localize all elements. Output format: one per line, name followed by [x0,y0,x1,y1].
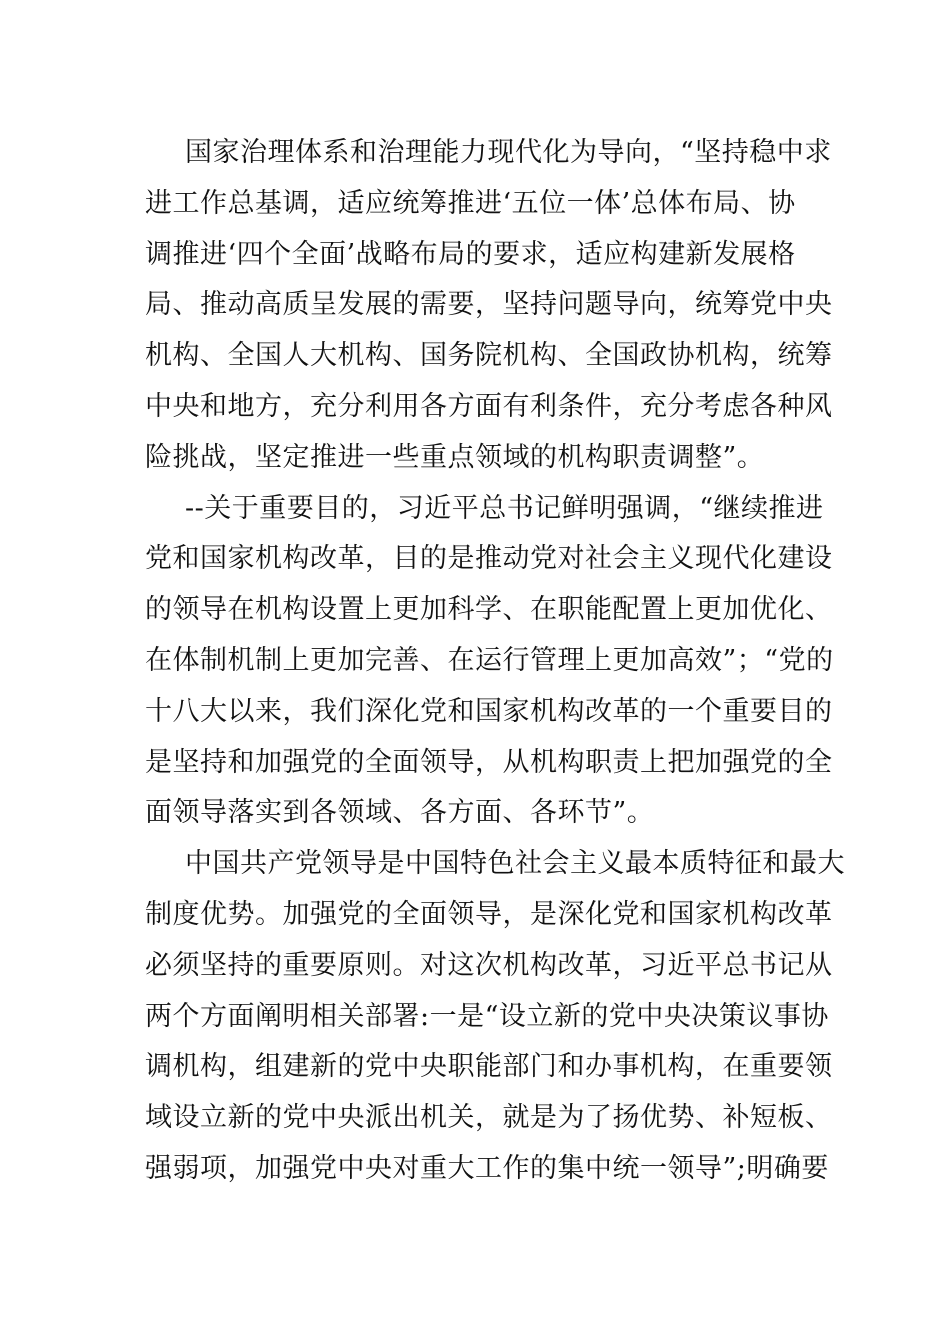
paragraph [145,484,834,840]
text-line: 调推进‘四个全面’战略布局的要求，适应构建新发展格 [145,238,796,270]
text-line: 局、推动高质呈发展的需要，坚持问题导向，统筹党中央 [145,289,833,321]
text-line: 进工作总基调，适应统筹推进‘五位一体’总体布局、协 [145,187,796,219]
text-line: 险挑战，坚定推进一些重点领域的机构职责调整”。 [145,441,765,473]
text-line: 强弱项，加强党中央对重大工作的集中统一领导”;明确要 [145,1152,829,1184]
text-line: 在体制机制上更加完善、在运行管理上更加高效”；“党的 [145,644,834,676]
text-line: 制度优势。加强党的全面领导，是深化党和国家机构改革 [145,898,833,930]
text-line: 必须坚持的重要原则。对这次机构改革，习近平总书记从 [145,949,833,981]
paragraph [145,128,833,484]
text-line: 调机构，组建新的党中央职能部门和办事机构，在重要领 [145,1051,833,1083]
text-line: 是坚持和加强党的全面领导，从机构职责上把加强党的全 [145,746,833,778]
text-line: 两个方面阐明相关部署:一是“设立新的党中央决策议事协 [145,1000,829,1032]
text-line: 机构、全国人大机构、国务院机构、全国政协机构，统筹 [145,340,833,372]
text-line: 的领导在机构设置上更加科学、在职能配置上更加优化、 [145,594,833,626]
text-line: 国家治理体系和治理能力现代化为导向，“坚持稳中求 [185,137,832,168]
document-body [145,128,845,1195]
text-line: --关于重要目的，习近平总书记鲜明强调，“继续推进 [185,492,824,524]
text-line: 党和国家机构改革，目的是推动党对社会主义现代化建设 [145,543,833,575]
text-line: 面领导落实到各领域、各方面、各环节”。 [145,797,655,829]
text-line: 中央和地方，充分利用各方面有利条件，充分考虑各种风 [145,390,833,422]
text-line: 十八大以来，我们深化党和国家机构改革的一个重要目的 [145,695,833,727]
paragraph [145,839,845,1195]
text-line: 域设立新的党中央派出机关，就是为了扬优势、补短板、 [145,1102,833,1134]
text-line: 中国共产党领导是中国特色社会主义最本质特征和最大 [185,848,845,880]
